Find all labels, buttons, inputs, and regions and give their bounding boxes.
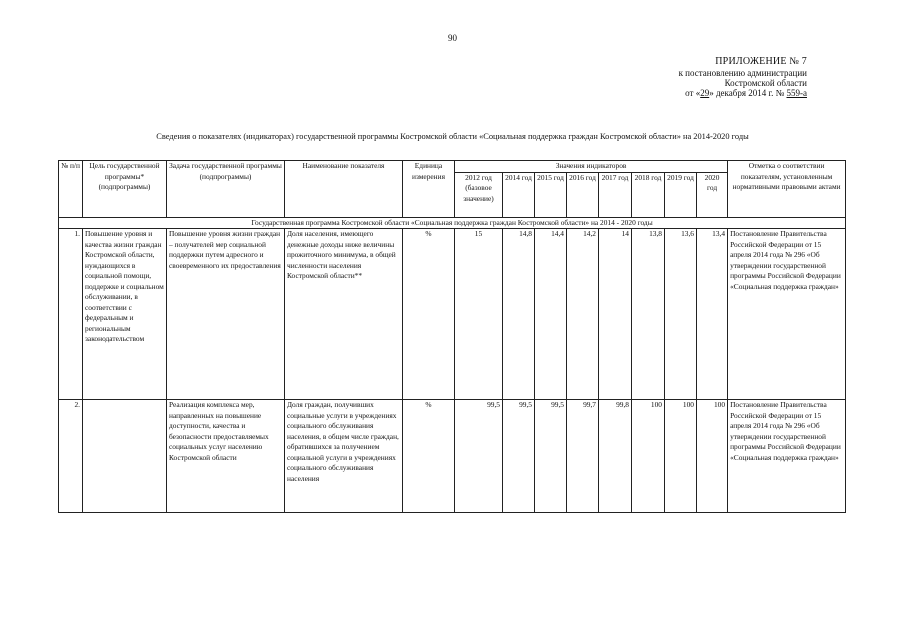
row-indicator: Доля граждан, получивших социальные услуги в учреждениях социального обслуживания населения, в общем числе граждан, обратившихся за получением социальной услуги в учреждениях социального обслуживания населения [285,400,403,513]
appendix-date-day: 29 [700,88,710,98]
row-value-2018: 100 [632,400,665,513]
row-note: Постановление Правительства Российской Федерации от 15 апреля 2014 года № 296 «Об утверждении государственной программы Российской Федерации «Социальная поддержка граждан» [728,229,846,400]
row-value-2014: 14,8 [503,229,535,400]
row-value-2020: 13,4 [697,229,728,400]
row-value-2017: 14 [599,229,632,400]
header-year-2018: 2018 год [632,172,665,217]
row-value-2016: 99,7 [567,400,599,513]
table-row [59,400,846,513]
row-value-2020: 100 [697,400,728,513]
header-indicator: Наименование показателя [285,161,403,218]
row-num: 2. [59,400,83,513]
appendix-header [679,57,807,98]
appendix-date [679,88,807,98]
appendix-line1: к постановлению администрации [678,68,807,78]
row-note: Постановление Правительства Российской Федерации от 15 апреля 2014 года № 296 «Об утверждении государственной программы Российской Федерации «Социальная поддержка граждан» [728,400,846,513]
appendix-date-mid: » декабря 2014 г. № [709,88,787,98]
row-goal [83,400,167,513]
header-num: № п/п [59,161,83,218]
row-value-2017: 99,8 [599,400,632,513]
row-indicator: Доля населения, имеющего денежные доходы ниже величины прожиточного минимума, в общей численности населения Костромской области** [285,229,403,400]
header-year-2014: 2014 год [503,172,535,217]
row-value-2012: 99,5 [455,400,503,513]
header-values-group: Значения индикаторов [455,161,728,173]
row-goal: Повышение уровня и качества жизни граждан Костромской области, нуждающихся в социальной помощи, поддержке и социальном обслуживании, в соответствии с федеральным и региональным законодательством [83,229,167,400]
header-task: Задача государственной программы (подпрограммы) [167,161,285,218]
header-goal: Цель государственной программы* (подпрограммы) [83,161,167,218]
row-value-2018: 13,8 [632,229,665,400]
row-task: Повышение уровня жизни граждан – получателей мер социальной поддержки путем адресного и своевременного их предоставления [167,229,285,400]
header-year-2016: 2016 год [567,172,599,217]
appendix-date-number: 559-а [786,88,807,98]
header-year-2020: 2020 год [697,172,728,217]
section-title: Государственная программа Костромской области «Социальная поддержка граждан Костромской области» на 2014 - 2020 годы [59,217,846,229]
row-value-2019: 13,6 [665,229,697,400]
row-unit: % [403,229,455,400]
row-value-2016: 14,2 [567,229,599,400]
header-year-2017: 2017 год [599,172,632,217]
row-value-2015: 14,4 [535,229,567,400]
row-value-2014: 99,5 [503,400,535,513]
page-number: 90 [448,33,457,43]
row-task: Реализация комплекса мер, направленных на повышение доступности, качества и безопасности предоставляемых социальных услуг населению Костромской области [167,400,285,513]
header-year-2015: 2015 год [535,172,567,217]
row-value-2012: 15 [455,229,503,400]
row-value-2019: 100 [665,400,697,513]
indicators-table [58,160,846,513]
row-num: 1. [59,229,83,400]
row-unit: % [403,400,455,513]
header-year-2012: 2012 год (базовое значение) [455,172,503,217]
header-unit: Единица измерения [403,161,455,218]
appendix-title: ПРИЛОЖЕНИЕ № 7 [715,56,807,67]
table-row [59,229,846,400]
document-title: Сведения о показателях (индикаторах) государственной программы Костромской области «Социальная поддержка граждан Костромской области» на 2014-2020 годы [156,132,749,141]
appendix-line2: Костромской области [724,78,807,88]
header-year-2019: 2019 год [665,172,697,217]
row-value-2015: 99,5 [535,400,567,513]
header-note: Отметка о соответствии показателям, установленным нормативными правовыми актами [728,161,846,218]
appendix-date-prefix: от « [685,88,701,98]
